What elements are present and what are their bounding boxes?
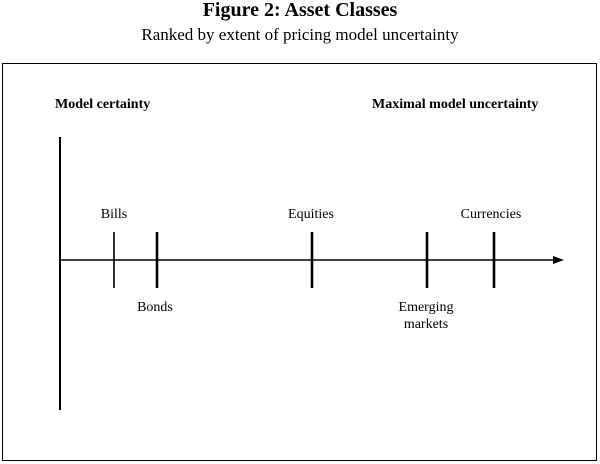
label-model-certainty: Model certainty	[55, 97, 151, 112]
label-bonds: Bonds	[137, 300, 173, 315]
label-emerging-markets-line1: Emerging	[398, 300, 454, 315]
label-bills: Bills	[100, 207, 128, 222]
label-emerging-markets-line2: markets	[403, 317, 449, 332]
axis-arrowhead-icon	[553, 256, 564, 264]
label-currencies: Currencies	[460, 207, 522, 222]
figure-title: Figure 2: Asset Classes	[202, 0, 398, 21]
label-equities: Equities	[288, 207, 334, 222]
label-maximal-model-uncertainty: Maximal model uncertainty	[372, 97, 539, 112]
figure-subtitle: Ranked by extent of pricing model uncertainty	[141, 25, 459, 44]
